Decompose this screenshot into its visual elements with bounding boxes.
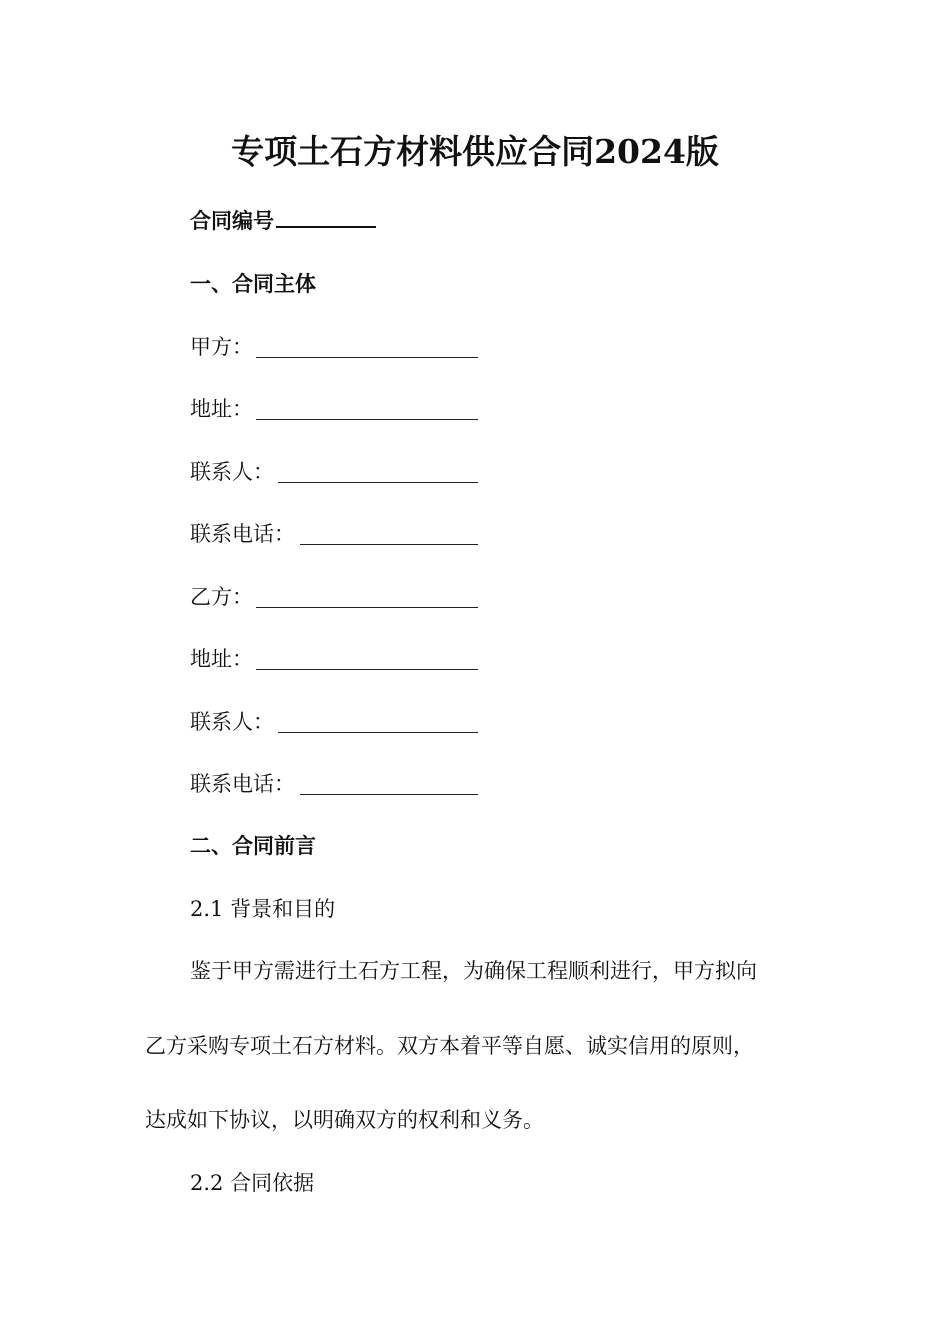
section-1-heading: 一、合同主体 — [190, 272, 316, 296]
party-a-address-field — [190, 395, 490, 423]
subsection-2-1-heading: 2.1 背景和目的 — [190, 897, 336, 921]
party-b-phone-label: 联系电话： — [190, 772, 295, 796]
party-b-contact-blank[interactable] — [278, 731, 478, 733]
party-b-name-field — [190, 583, 490, 611]
party-b-phone-field — [190, 770, 490, 798]
paragraph-2-1-line-2: 乙方采购专项土石方材料。双方本着平等自愿、诚实信用的原则， — [145, 1034, 754, 1058]
party-b-contact-label: 联系人： — [190, 710, 274, 734]
party-a-name-field — [190, 333, 490, 361]
party-a-address-label: 地址： — [190, 397, 253, 421]
party-a-address-blank[interactable] — [256, 418, 478, 420]
paragraph-2-1-line-3: 达成如下协议，以明确双方的权利和义务。 — [145, 1108, 544, 1132]
party-b-phone-blank[interactable] — [300, 793, 478, 795]
party-a-phone-label: 联系电话： — [190, 522, 295, 546]
party-b-address-label: 地址： — [190, 647, 253, 671]
party-a-phone-blank[interactable] — [300, 543, 478, 545]
party-b-name-label: 乙方： — [190, 585, 253, 609]
document-title: 专项土石方材料供应合同2024版 — [231, 132, 719, 171]
contract-number-label: 合同编号 — [190, 209, 274, 233]
contract-number-blank[interactable] — [276, 206, 376, 228]
party-b-name-blank[interactable] — [256, 606, 478, 608]
party-a-name-blank[interactable] — [256, 356, 478, 358]
section-2-heading: 二、合同前言 — [190, 834, 316, 858]
party-b-contact-field — [190, 708, 490, 736]
party-a-name-label: 甲方： — [190, 335, 253, 359]
party-a-contact-label: 联系人： — [190, 460, 274, 484]
subsection-2-2-heading: 2.2 合同依据 — [190, 1171, 315, 1195]
contract-number-line — [190, 206, 376, 235]
party-a-phone-field — [190, 520, 490, 548]
party-b-address-field — [190, 645, 490, 673]
party-a-contact-blank[interactable] — [278, 481, 478, 483]
party-b-address-blank[interactable] — [256, 668, 478, 670]
party-a-contact-field — [190, 458, 490, 486]
paragraph-2-1-line-1: 鉴于甲方需进行土石方工程，为确保工程顺利进行，甲方拟向 — [190, 959, 757, 983]
